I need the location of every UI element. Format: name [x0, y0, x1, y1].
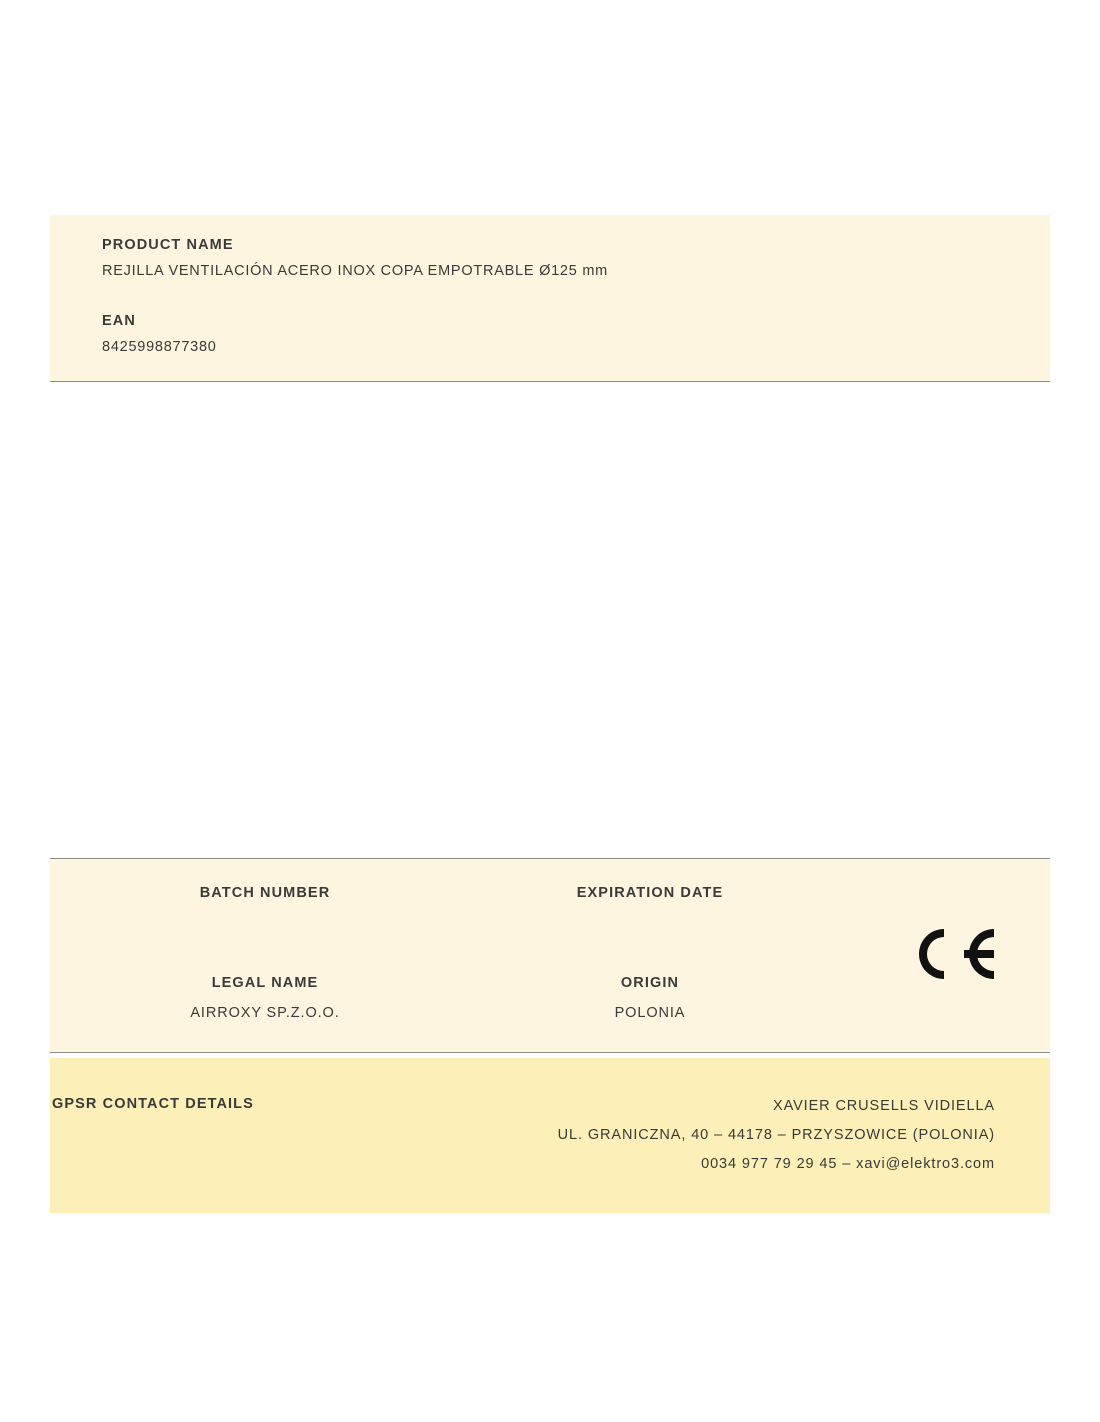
spacer: [102, 279, 998, 313]
gpsr-contact-block: [50, 1058, 1050, 1213]
ce-mark-icon: [902, 921, 1002, 987]
batch-number-label: BATCH NUMBER: [199, 885, 331, 901]
details-row-bottom: [50, 975, 1050, 1021]
batch-number-cell: [50, 885, 450, 932]
origin-value: POLONIA: [614, 1005, 686, 1021]
legal-name-cell: [50, 975, 450, 1021]
product-details-block: [50, 858, 1050, 1053]
gpsr-contact-name: XAVIER CRUSELLS VIDIELLA: [773, 1098, 995, 1114]
ean-label: EAN: [102, 313, 136, 329]
details-row-top: [50, 885, 1050, 932]
product-name-value: REJILLA VENTILACIÓN ACERO INOX COPA EMPOTRABLE Ø125 mm: [102, 263, 608, 279]
product-name-label: PRODUCT NAME: [102, 237, 234, 253]
legal-name-value: AIRROXY SP.Z.O.O.: [190, 1005, 340, 1021]
gpsr-contact-address: UL. GRANICZNA, 40 – 44178 – PRZYSZOWICE (POLONIA): [557, 1127, 995, 1143]
gpsr-contact-phone-email: 0034 977 79 29 45 – xavi@elektro3.com: [701, 1156, 995, 1172]
origin-cell: [450, 975, 850, 1021]
product-info-block: [50, 215, 1050, 382]
gpsr-title: GPSR CONTACT DETAILS: [52, 1096, 254, 1112]
expiration-date-label: EXPIRATION DATE: [576, 885, 724, 901]
batch-number-value: [80, 915, 450, 932]
expiration-date-value: [450, 915, 850, 932]
expiration-date-cell: [450, 885, 850, 932]
legal-name-label: LEGAL NAME: [211, 975, 319, 991]
origin-label: ORIGIN: [620, 975, 680, 991]
ean-value: 8425998877380: [102, 339, 217, 355]
